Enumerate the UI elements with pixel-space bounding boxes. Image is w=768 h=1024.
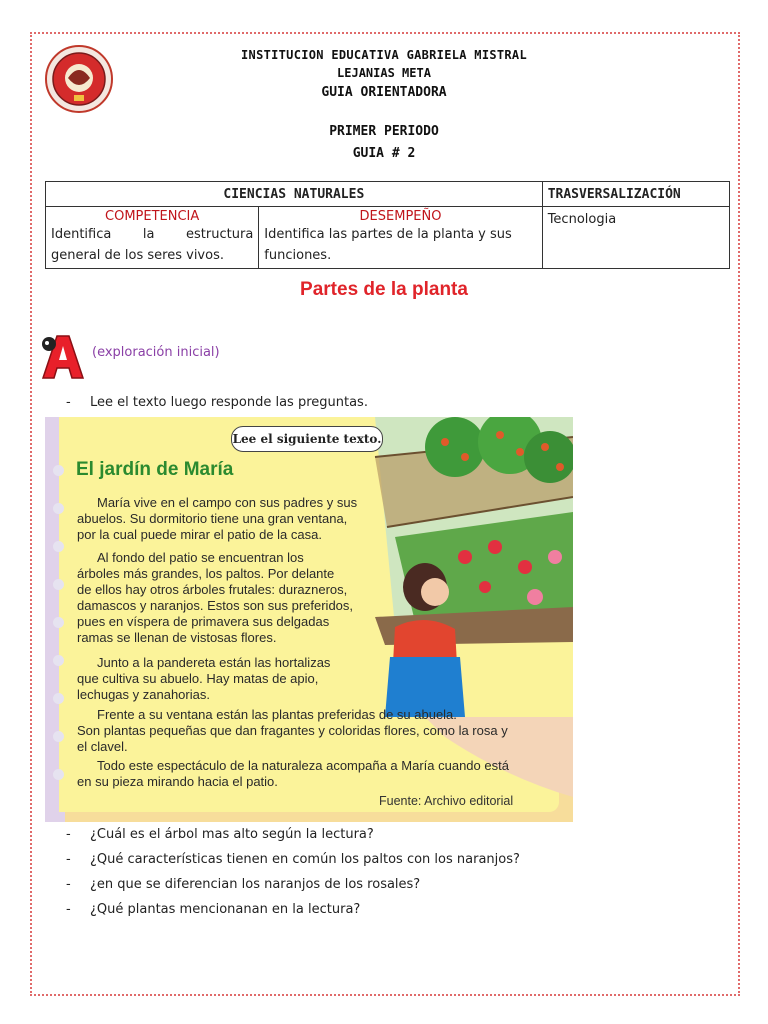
bullet: - xyxy=(66,852,71,867)
reading-instruction xyxy=(66,395,368,410)
transversal-header: TRASVERSALIZACIÓN xyxy=(542,182,729,207)
binder-hole xyxy=(53,693,64,704)
story-illustration xyxy=(45,417,573,822)
competence-label: COMPETENCIA xyxy=(105,209,200,224)
text-line: Al fondo del patio se encuentran los xyxy=(97,550,304,565)
question-text: ¿Qué características tienen en común los paltos con los naranjos? xyxy=(90,852,520,867)
text-line: que cultiva su abuelo. Hay matas de apio, xyxy=(77,671,319,686)
paragraph-3 xyxy=(77,655,331,703)
bullet: - xyxy=(66,395,71,410)
binder-hole xyxy=(53,731,64,742)
competence-text-line1: Identifica la estructura xyxy=(51,227,254,242)
binder-hole xyxy=(53,617,64,628)
paragraph-2 xyxy=(77,550,354,646)
transversal-cell xyxy=(542,207,729,269)
text-line: Junto a la pandereta están las hortalizas xyxy=(97,655,331,670)
text-line: abuelos. Su dormitorio tiene una gran ventana, xyxy=(77,511,348,526)
paragraph-4 xyxy=(77,707,508,755)
text-line: pues en víspera de primavera sus delgadas xyxy=(77,614,330,629)
info-table xyxy=(45,181,730,269)
subject-header: CIENCIAS NATURALES xyxy=(46,182,543,207)
text-line: árboles más grandes, los paltos. Por delante xyxy=(77,566,335,581)
question-item xyxy=(66,826,520,851)
exploration-label: (exploración inicial) xyxy=(92,345,220,360)
guide-number: GUIA # 2 xyxy=(352,146,416,161)
text-line: Son plantas pequeñas que dan fragantes y coloridas flores, como la rosa y xyxy=(77,723,508,738)
letter-a-icon xyxy=(37,332,87,380)
text-line: damascos y naranjos. Estos son sus preferidos, xyxy=(77,598,354,613)
question-text: ¿Cuál es el árbol mas alto según la lectura? xyxy=(90,827,374,842)
competence-cell xyxy=(46,207,259,269)
performance-text-line1: Identifica las partes de la planta y sus xyxy=(264,227,512,242)
binder-hole xyxy=(53,769,64,780)
school-location: LEJANIAS META xyxy=(337,66,431,80)
text-line: ramas se llenan de vistosas flores. xyxy=(77,630,277,645)
bullet: - xyxy=(66,902,71,917)
text-line: María vive en el campo con sus padres y sus xyxy=(97,495,358,510)
text-line: por la cual puede mirar el patio de la casa. xyxy=(77,527,322,542)
guide-type: GUIA ORIENTADORA xyxy=(321,85,447,100)
text-line: de ellos hay otros árboles frutales: durazneros, xyxy=(77,582,348,597)
question-item xyxy=(66,851,520,876)
text-line: en su pieza mirando hacia el patio. xyxy=(77,774,278,789)
story-title: El jardín de María xyxy=(76,459,234,480)
performance-cell xyxy=(259,207,542,269)
binder-hole xyxy=(53,655,64,666)
instruction-text: Lee el texto luego responde las preguntas. xyxy=(90,395,368,410)
performance-label: DESEMPEÑO xyxy=(359,209,442,224)
binder-hole xyxy=(53,503,64,514)
competence-text-line2: general de los seres vivos. xyxy=(51,248,224,263)
question-text: ¿en que se diferencian los naranjos de los rosales? xyxy=(90,877,421,892)
questions-list xyxy=(66,826,520,926)
binder-hole xyxy=(53,465,64,476)
text-line: Todo este espectáculo de la naturaleza acompaña a María cuando está xyxy=(97,758,509,773)
performance-text-line2: funciones. xyxy=(264,248,332,263)
paragraph-5 xyxy=(77,758,509,790)
source-label: Fuente: Archivo editorial xyxy=(379,794,514,808)
binder-hole xyxy=(53,579,64,590)
garden-picture xyxy=(335,417,573,717)
section-title: Partes de la planta xyxy=(300,279,468,300)
school-name: INSTITUCION EDUCATIVA GABRIELA MISTRAL xyxy=(241,48,527,62)
binder-hole xyxy=(53,541,64,552)
question-text: ¿Qué plantas mencionanan en la lectura? xyxy=(90,902,361,917)
text-line: Frente a su ventana están las plantas preferidas de su abuela. xyxy=(97,707,457,722)
text-line: lechugas y zanahorias. xyxy=(77,687,210,702)
bullet: - xyxy=(66,827,71,842)
read-text-label: Lee el siguiente texto. xyxy=(231,426,383,452)
period-label: PRIMER PERIODO xyxy=(329,124,439,139)
paragraph-1 xyxy=(77,495,358,543)
question-item xyxy=(66,901,520,926)
question-item xyxy=(66,876,520,901)
text-line: el clavel. xyxy=(77,739,128,754)
transversal-value: Tecnologia xyxy=(547,212,617,227)
bullet: - xyxy=(66,877,71,892)
